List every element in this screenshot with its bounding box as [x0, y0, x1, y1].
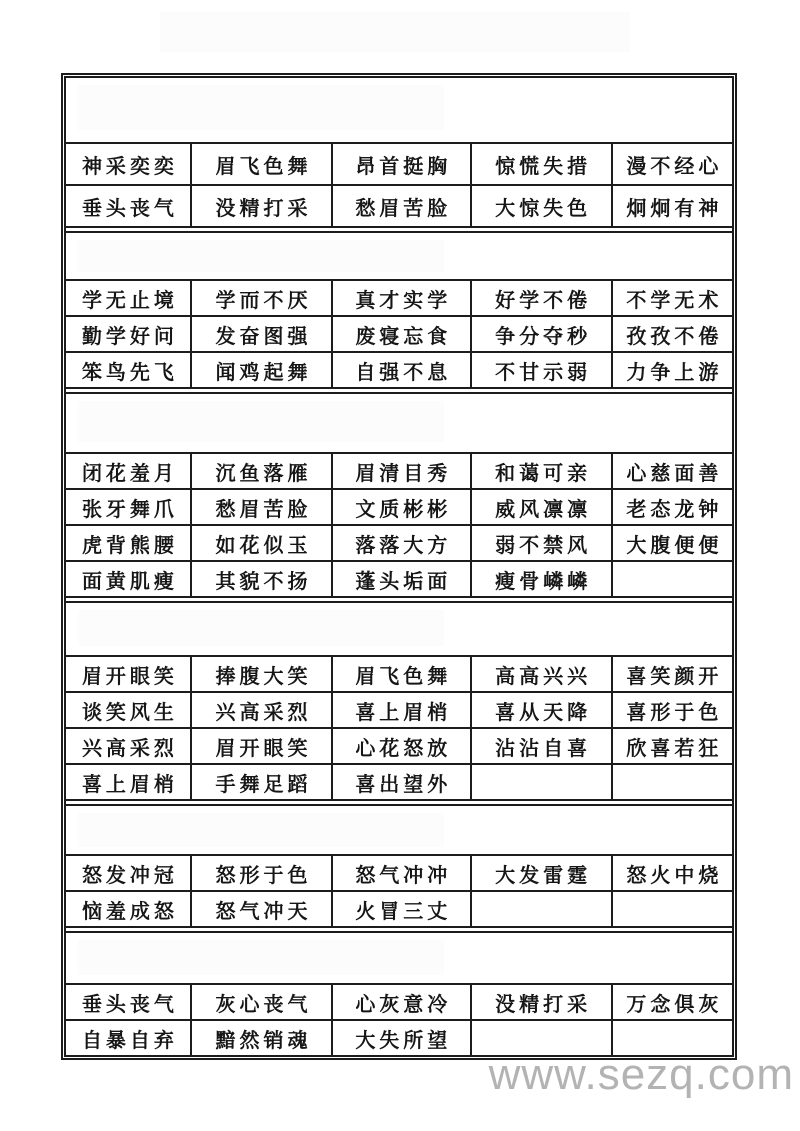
- idiom-row: [66, 524, 732, 560]
- idiom-cell: [611, 765, 732, 799]
- idiom-section: [66, 392, 732, 598]
- idiom-cell: [470, 765, 611, 799]
- idiom-row: [66, 890, 732, 926]
- erased-title-area: [160, 12, 630, 52]
- whiteout-patch: [78, 240, 444, 272]
- idiom-cell: 愁眉苦脸: [331, 186, 470, 226]
- idiom-row: [66, 351, 732, 387]
- idiom-cell: 落落大方: [331, 526, 470, 560]
- idiom-cell: 欣喜若狂: [611, 729, 732, 763]
- idiom-cell: 闻鸡起舞: [190, 353, 331, 387]
- idiom-cell: 眉清目秀: [331, 454, 470, 488]
- watermark: www.sezq.com: [488, 1050, 794, 1099]
- idiom-cell: 惊慌失措: [470, 144, 611, 184]
- idiom-worksheet-box: [61, 73, 737, 1060]
- idiom-cell: 如花似玉: [190, 526, 331, 560]
- idiom-section: [66, 78, 732, 228]
- idiom-row: [66, 315, 732, 351]
- idiom-cell: 力争上游: [611, 353, 732, 387]
- idiom-section: [66, 601, 732, 801]
- idiom-cell: 沉鱼落雁: [190, 454, 331, 488]
- idiom-row: [66, 691, 732, 727]
- idiom-cell: 心灰意冷: [331, 985, 470, 1019]
- idiom-cell: 其貌不扬: [190, 562, 331, 596]
- idiom-cell: 神采奕奕: [81, 155, 178, 178]
- idiom-cell: 大失所望: [331, 1021, 470, 1055]
- idiom-cell: 真才实学: [331, 281, 470, 315]
- idiom-cell: 怒发冲冠: [81, 864, 178, 887]
- idiom-cell: 好学不倦: [470, 281, 611, 315]
- idiom-cell: [470, 892, 611, 926]
- whiteout-patch: [78, 813, 444, 847]
- idiom-cell: 没精打采: [190, 186, 331, 226]
- idiom-cell: 大腹便便: [611, 526, 732, 560]
- idiom-cell: 谈笑风生: [81, 701, 178, 724]
- idiom-row: [66, 727, 732, 763]
- section-header-blank: [66, 78, 732, 142]
- idiom-cell: 自强不息: [331, 353, 470, 387]
- idiom-cell: 没精打采: [470, 985, 611, 1019]
- idiom-cell: 威风凛凛: [470, 490, 611, 524]
- idiom-section: [66, 231, 732, 389]
- idiom-cell: 垂头丧气: [81, 197, 178, 220]
- idiom-cell: 喜出望外: [331, 765, 470, 799]
- section-header-blank: [66, 806, 732, 854]
- idiom-cell: 眉飞色舞: [331, 657, 470, 691]
- idiom-cell: 喜笑颜开: [611, 657, 732, 691]
- whiteout-patch: [78, 401, 444, 442]
- idiom-cell: 心花怒放: [331, 729, 470, 763]
- idiom-cell: 瘦骨嶙嶙: [470, 562, 611, 596]
- idiom-cell: 学而不厌: [190, 281, 331, 315]
- whiteout-patch: [78, 940, 444, 975]
- idiom-row: [66, 854, 732, 890]
- idiom-cell: 不甘示弱: [470, 353, 611, 387]
- idiom-cell: 争分夺秒: [470, 317, 611, 351]
- idiom-cell: 孜孜不倦: [611, 317, 732, 351]
- idiom-cell: 大发雷霆: [470, 856, 611, 890]
- idiom-cell: 老态龙钟: [611, 490, 732, 524]
- idiom-cell: 和蔼可亲: [470, 454, 611, 488]
- idiom-cell: 废寝忘食: [331, 317, 470, 351]
- section-header-blank: [66, 933, 732, 983]
- idiom-cell: 灰心丧气: [190, 985, 331, 1019]
- idiom-cell: 昂首挺胸: [331, 144, 470, 184]
- idiom-cell: 眉飞色舞: [190, 144, 331, 184]
- idiom-cell: 怒气冲天: [190, 892, 331, 926]
- idiom-cell: 喜形于色: [611, 693, 732, 727]
- idiom-cell: 虎背熊腰: [81, 534, 178, 557]
- section-header-blank: [66, 233, 732, 279]
- idiom-row: [66, 655, 732, 691]
- idiom-cell: [611, 562, 732, 596]
- idiom-cell: 自暴自弃: [81, 1029, 178, 1052]
- idiom-row: [66, 452, 732, 488]
- idiom-cell: 火冒三丈: [331, 892, 470, 926]
- idiom-cell: 勤学好问: [81, 325, 178, 348]
- idiom-cell: 兴高采烈: [190, 693, 331, 727]
- idiom-cell: 垂头丧气: [81, 993, 178, 1016]
- idiom-cell: 喜上眉梢: [331, 693, 470, 727]
- idiom-cell: 张牙舞爪: [81, 498, 178, 521]
- whiteout-patch: [78, 85, 444, 130]
- idiom-row: [66, 560, 732, 596]
- idiom-cell: 恼羞成怒: [81, 900, 178, 923]
- idiom-row: [66, 763, 732, 799]
- idiom-cell: 学无止境: [81, 289, 178, 312]
- idiom-cell: 怒火中烧: [611, 856, 732, 890]
- idiom-cell: [611, 892, 732, 926]
- idiom-cell: 捧腹大笑: [190, 657, 331, 691]
- idiom-row: [66, 983, 732, 1019]
- section-header-blank: [66, 603, 732, 655]
- idiom-row: [66, 184, 732, 226]
- idiom-cell: 喜从天降: [470, 693, 611, 727]
- idiom-section: [66, 931, 732, 1055]
- idiom-cell: 文质彬彬: [331, 490, 470, 524]
- idiom-cell: 怒形于色: [190, 856, 331, 890]
- idiom-cell: 闭花羞月: [81, 462, 178, 485]
- idiom-cell: 怒气冲冲: [331, 856, 470, 890]
- idiom-cell: 心慈面善: [611, 454, 732, 488]
- idiom-cell: 喜上眉梢: [81, 773, 178, 796]
- idiom-cell: 眉开眼笑: [81, 665, 178, 688]
- idiom-cell: 兴高采烈: [81, 737, 178, 760]
- idiom-cell: 眉开眼笑: [190, 729, 331, 763]
- idiom-cell: 面黄肌瘦: [81, 570, 178, 593]
- whiteout-patch: [78, 610, 444, 646]
- idiom-cell: 沾沾自喜: [470, 729, 611, 763]
- idiom-cell: 笨鸟先飞: [81, 361, 178, 384]
- idiom-cell: 高高兴兴: [470, 657, 611, 691]
- idiom-cell: 蓬头垢面: [331, 562, 470, 596]
- section-header-blank: [66, 394, 732, 452]
- idiom-cell: 愁眉苦脸: [190, 490, 331, 524]
- idiom-row: [66, 488, 732, 524]
- idiom-cell: 不学无术: [611, 281, 732, 315]
- idiom-row: [66, 279, 732, 315]
- idiom-cell: 发奋图强: [190, 317, 331, 351]
- idiom-cell: 漫不经心: [611, 144, 732, 184]
- idiom-cell: 万念俱灰: [611, 985, 732, 1019]
- idiom-cell: 黯然销魂: [190, 1021, 331, 1055]
- idiom-cell: 弱不禁风: [470, 526, 611, 560]
- idiom-row: [66, 142, 732, 184]
- idiom-cell: 手舞足蹈: [190, 765, 331, 799]
- idiom-section: [66, 804, 732, 928]
- idiom-cell: 炯炯有神: [611, 186, 732, 226]
- idiom-cell: 大惊失色: [470, 186, 611, 226]
